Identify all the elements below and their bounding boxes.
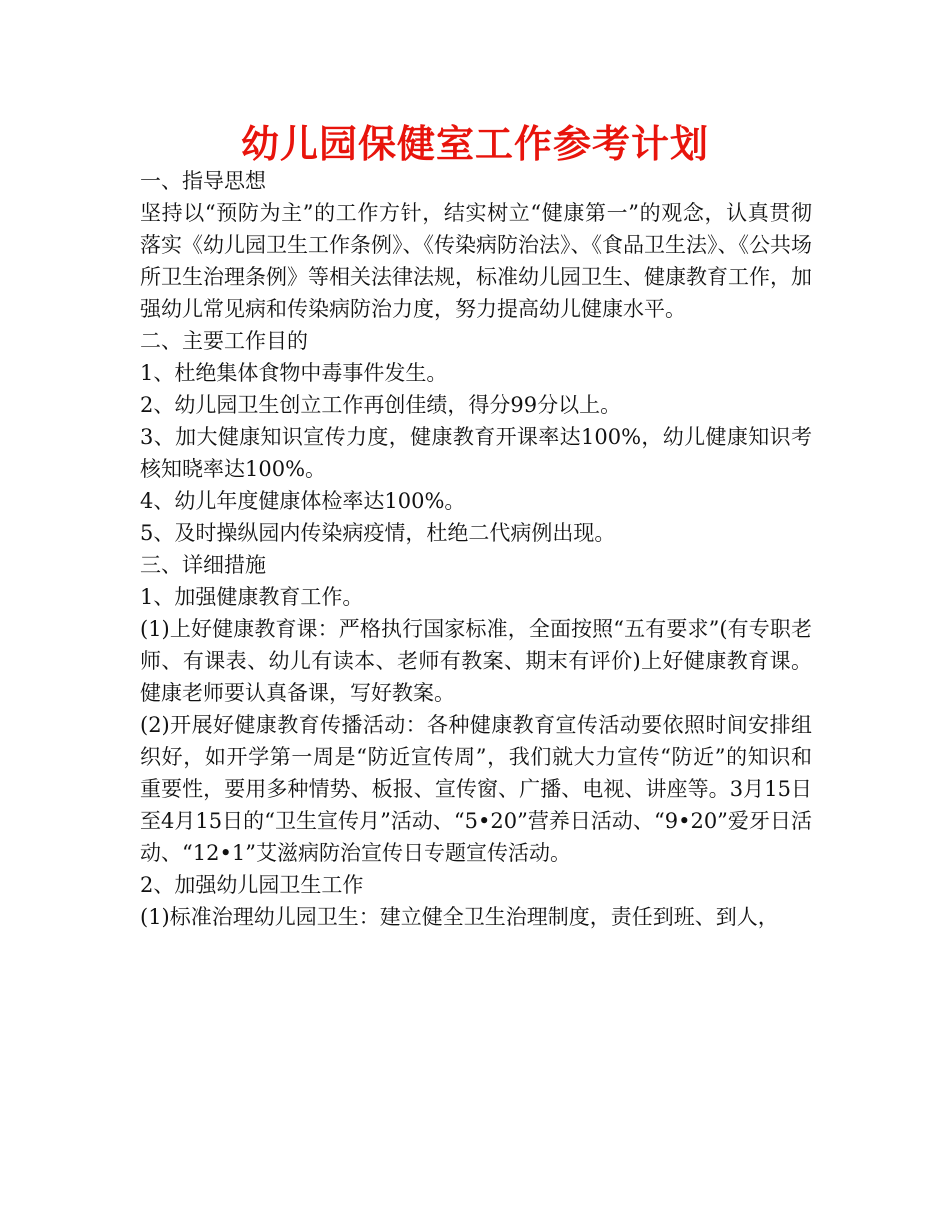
goal-item-5: 5、及时操纵园内传染病疫情，杜绝二代病例出现。: [140, 521, 616, 545]
document-body: [140, 165, 812, 933]
heading-main-goals: 二、主要工作目的: [140, 329, 308, 353]
measure-paragraph-2-1: (1)标准治理幼儿园卫生：建立健全卫生治理制度，责任到班、到人，: [140, 905, 779, 929]
measure-heading-1: 1、加强健康教育工作。: [140, 585, 364, 609]
goal-item-3: 3、加大健康知识宣传力度，健康教育开课率达100%，幼儿健康知识考核知晓率达100%。: [140, 425, 812, 481]
heading-detailed-measures: 三、详细措施: [140, 553, 266, 577]
measure-paragraph-1-2: (2)开展好健康教育传播活动：各种健康教育宣传活动要依照时间安排组织好，如开学第一周是“防近宣传周”，我们就大力宣传“防近”的知识和重要性，要用多种情势、板报、宣传窗、广播、电视、讲座等。3月15日至4月15日的“卫生宣传月”活动、“5•20”营养日活动、“9•20”爱牙日活动、“12•1”艾滋病防治宣传日专题宣传活动。: [140, 713, 812, 865]
page-title: 幼儿园保健室工作参考计划: [240, 122, 709, 166]
heading-guiding-ideology: 一、指导思想: [140, 169, 266, 193]
measure-heading-2: 2、加强幼儿园卫生工作: [140, 873, 364, 897]
goal-item-4: 4、幼儿年度健康体检率达100%。: [140, 489, 466, 513]
goal-item-2: 2、幼儿园卫生创立工作再创佳绩，得分99分以上。: [140, 393, 622, 417]
measure-paragraph-1-1: (1)上好健康教育课：严格执行国家标准，全面按照“五有要求”(有专职老师、有课表、幼儿有读本、老师有教案、期末有评价)上好健康教育课。健康老师要认真备课，写好教案。: [140, 617, 812, 705]
goal-item-1: 1、杜绝集体食物中毒事件发生。: [140, 361, 448, 385]
paragraph-guiding-ideology: 坚持以“预防为主”的工作方针，结实树立“健康第一”的观念，认真贯彻落实《幼儿园卫生工作条例》、《传染病防治法》、《食品卫生法》、《公共场所卫生治理条例》等相关法律法规，标准幼儿园卫生、健康教育工作，加强幼儿常见病和传染病防治力度，努力提高幼儿健康水平。: [140, 201, 812, 321]
